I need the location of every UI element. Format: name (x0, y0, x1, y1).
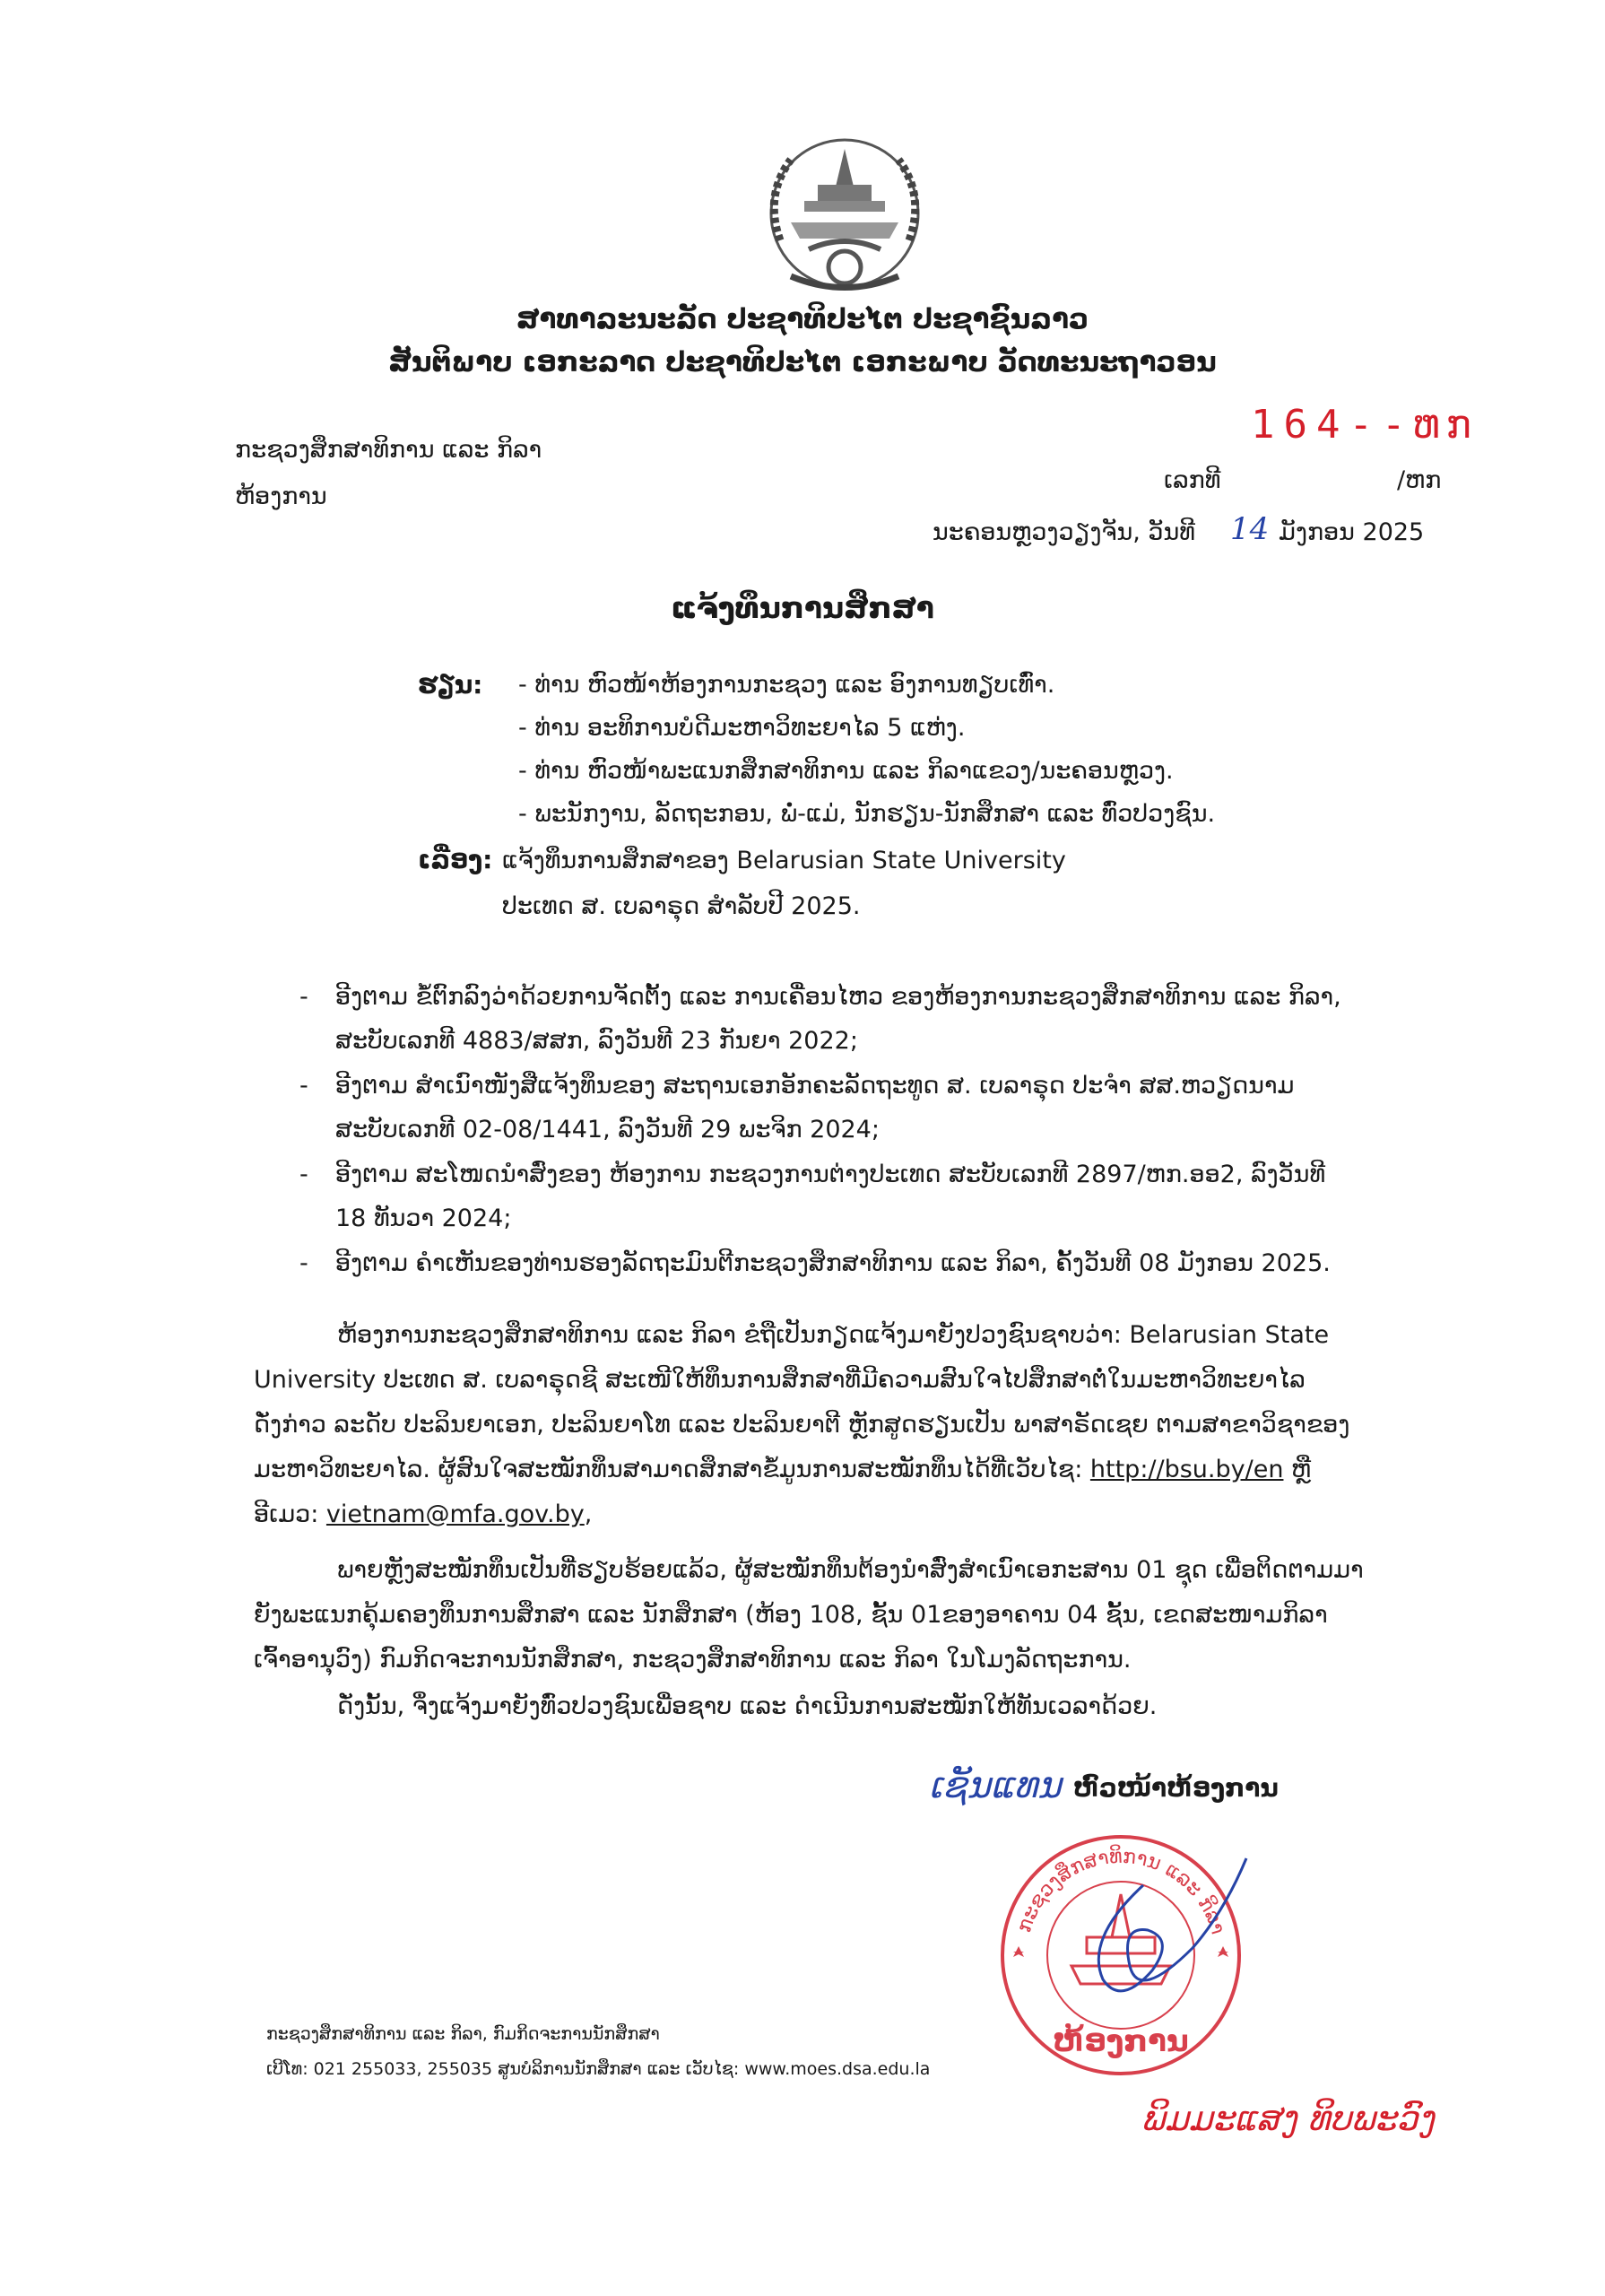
place-date-suffix: ມັງກອນ 2025 (1279, 518, 1425, 546)
reference-line: 18 ທັນວາ 2024; (335, 1205, 512, 1232)
reference-suffix: /ຫກ (1397, 466, 1442, 494)
subject-line: ປະເທດ ສ. ເບລາຣຸດ ສຳລັບປີ 2025. (502, 892, 861, 920)
footer-contact: ເບີໂທ: 021 255033, 255035 ສູນບໍລິການນັກສຶກສາ ແລະ ເວັບໄຊ: www.moes.dsa.edu.la (266, 2059, 931, 2079)
subject-label: ເລື່ອງ: (418, 845, 493, 874)
national-motto-heading: ສັນຕິພາບ ເອກະລາດ ປະຊາທິປະໄຕ ເອກະພາບ ວັດທະນະຖາວອນ (388, 346, 1217, 378)
subject-line: ແຈ້ງທຶນການສຶກສາຂອງ Belarusian State University (502, 847, 1066, 874)
handwritten-on-behalf: ເຊັນແທນ (929, 1765, 1062, 1806)
reference-line: ອີງຕາມ ຂໍ້ຕົກລົງວ່າດ້ວຍການຈັດຕັ້ງ ແລະ ການເຄື່ອນໄຫວ ຂອງຫ້ອງການກະຊວງສຶກສາທິການ ແລະ ກິລາ, (335, 983, 1341, 1011)
website-link[interactable]: http://bsu.by/en (1089, 1456, 1284, 1483)
body-paragraph-line (254, 1500, 592, 1528)
recipient-item: - ທ່ານ ອະທິການບໍດີມະຫາວິທະຍາໄລ 5 ແຫ່ງ. (518, 714, 966, 742)
sender-ministry: ກະຊວງສຶກສາທິການ ແລະ ກິລາ (235, 436, 542, 464)
svg-text:ກະຊວງສຶກສາທິການ ແລະ ກິລາ (1013, 1845, 1229, 1937)
body-text-fragment: ຫຼື (1283, 1456, 1312, 1483)
body-paragraph-line: ພາຍຫຼັງສະໝັກທຶນເປັນທີ່ຮຽບຮ້ອຍແລ້ວ, ຜູ້ສະໝັກທຶນຕ້ອງນຳສົ່ງສຳເນົາເອກະສານ 01 ຊຸດ ເພື່ອຕິດຕາມມາ (337, 1556, 1364, 1584)
place-date-prefix: ນະຄອນຫຼວງວຽງຈັນ, ວັນທີ (933, 518, 1195, 546)
reference-number-stamp: 164--ຫກ (1251, 402, 1480, 448)
reference-bullet: - (299, 1249, 308, 1277)
seal-text-bottom: ຫ້ອງການ (1053, 2023, 1189, 2059)
reference-label: ເລກທີ (1164, 466, 1221, 494)
seal-text-top: ກະຊວງສຶກສາທິການ ແລະ ກິລາ (1013, 1845, 1229, 1937)
body-paragraph-line: ເຈົ້າອານຸວົງ) ກົມກິດຈະການນັກສຶກສາ, ກະຊວງສຶກສາທິການ ແລະ ກິລາ ໃນໂມງລັດຖະການ. (254, 1646, 1132, 1674)
body-paragraph-line: ຍັງພະແນກຄຸ້ມຄອງທຶນການສຶກສາ ແລະ ນັກສຶກສາ (ຫ້ອງ 108, ຊັ້ນ 01ຂອງອາຄານ 04 ຊັ້ນ, ເຂດສະໜາມກິລາ (254, 1601, 1328, 1629)
signer-title: ຫົວໜ້າຫ້ອງການ (1073, 1773, 1279, 1803)
national-emblem-icon (755, 133, 934, 294)
reference-line: ອີງຕາມ ຄຳເຫັນຂອງທ່ານຮອງລັດຖະມົນຕີກະຊວງສຶກສາທິການ ແລະ ກິລາ, ຄັ້ງວັນທີ 08 ມັງກອນ 2025. (335, 1249, 1331, 1277)
reference-bullet: - (299, 1072, 308, 1100)
country-name-heading: ສາທາລະນະລັດ ປະຊາທິປະໄຕ ປະຊາຊົນລາວ (516, 303, 1089, 335)
body-text-fragment: ອີເມວ: (254, 1500, 326, 1528)
reference-line: ອີງຕາມ ສະໂໜດນຳສົ່ງຂອງ ຫ້ອງການ ກະຊວງການຕ່າງປະເທດ ສະບັບເລກທີ 2897/ຫກ.ອອ2, ລົງວັນທີ (335, 1161, 1326, 1188)
document-title: ແຈ້ງທຶນການສຶກສາ (671, 590, 934, 625)
body-paragraph-line: ຫ້ອງການກະຊວງສຶກສາທິການ ແລະ ກິລາ ຂໍຖືເປັນກຽດແຈ້ງມາຍັງປວງຊົນຊາບວ່າ: Belarusian State (337, 1321, 1330, 1349)
reference-line: ສະບັບເລກທີ 4883/ສສກ, ລົງວັນທີ 23 ກັນຍາ 2022; (335, 1027, 858, 1055)
email-link[interactable]: vietnam@mfa.gov.by (325, 1500, 585, 1528)
recipients-label: ຮຽນ: (418, 670, 483, 700)
official-seal-icon (986, 1822, 1255, 2083)
footer-organization: ກະຊວງສຶກສາທິການ ແລະ ກິລາ, ກົມກິດຈະການນັກສຶກສາ (266, 2024, 660, 2044)
recipient-item: - ພະນັກງານ, ລັດຖະກອນ, ພໍ່-ແມ່, ນັກຮຽນ-ນັກສຶກສາ ແລະ ທົ່ວປວງຊົນ. (518, 800, 1216, 828)
body-text-fragment: ມະຫາວິທະຍາໄລ. ຜູ້ສົນໃຈສະໝັກທຶນສາມາດສຶກສາຂໍ້ມູນການສະໝັກທຶນໄດ້ທີ່ເວັບໄຊ: (254, 1456, 1090, 1483)
body-paragraph-line: University ປະເທດ ສ. ເບລາຣຸດຊີ ສະເໜີໃຫ້ທຶນການສຶກສາທີ່ມີຄວາມສົນໃຈໄປສຶກສາຕໍ່ໃນມະຫາວິທະຍາໄລ (254, 1366, 1306, 1394)
recipient-item: - ທ່ານ ຫົວໜ້າຫ້ອງການກະຊວງ ແລະ ອົງການທຽບເທົ່າ. (518, 671, 1055, 699)
reference-line: ສະບັບເລກທີ 02-08/1441, ລົງວັນທີ 29 ພະຈິກ 2024; (335, 1116, 880, 1144)
sender-department: ຫ້ອງການ (235, 483, 327, 510)
body-paragraph-line: ດັ່ງກ່າວ ລະດັບ ປະລິນຍາເອກ, ປະລິນຍາໂທ ແລະ ປະລິນຍາຕີ ຫຼັກສູດຮຽນເປັນ ພາສາຣັດເຊຍ ຕາມສາຂາວິຊາຂອງ (254, 1411, 1350, 1439)
body-paragraph-line: ດັ່ງນັ້ນ, ຈຶ່ງແຈ້ງມາຍັງທົ່ວປວງຊົນເພື່ອຊາບ ແລະ ດຳເນີນການສະໝັກໃຫ້ທັນເວລາດ້ວຍ. (337, 1692, 1158, 1720)
handwritten-red-annotation: ພິມມະແສງ ທິບພະວົງ (1141, 2099, 1435, 2138)
reference-line: ອີງຕາມ ສຳເນົາໜັງສືແຈ້ງທຶນຂອງ ສະຖານເອກອັກຄະລັດຖະທູດ ສ. ເບລາຣຸດ ປະຈຳ ສສ.ຫວຽດນາມ (335, 1072, 1295, 1100)
handwritten-day: 14 (1230, 511, 1270, 547)
reference-bullet: - (299, 1161, 308, 1188)
recipient-item: - ທ່ານ ຫົວໜ້າພະແນກສຶກສາທິການ ແລະ ກິລາແຂວງ/ນະຄອນຫຼວງ. (518, 757, 1174, 785)
body-text-fragment: , (584, 1500, 593, 1528)
body-paragraph-line (254, 1456, 1311, 1483)
reference-bullet: - (299, 983, 308, 1011)
